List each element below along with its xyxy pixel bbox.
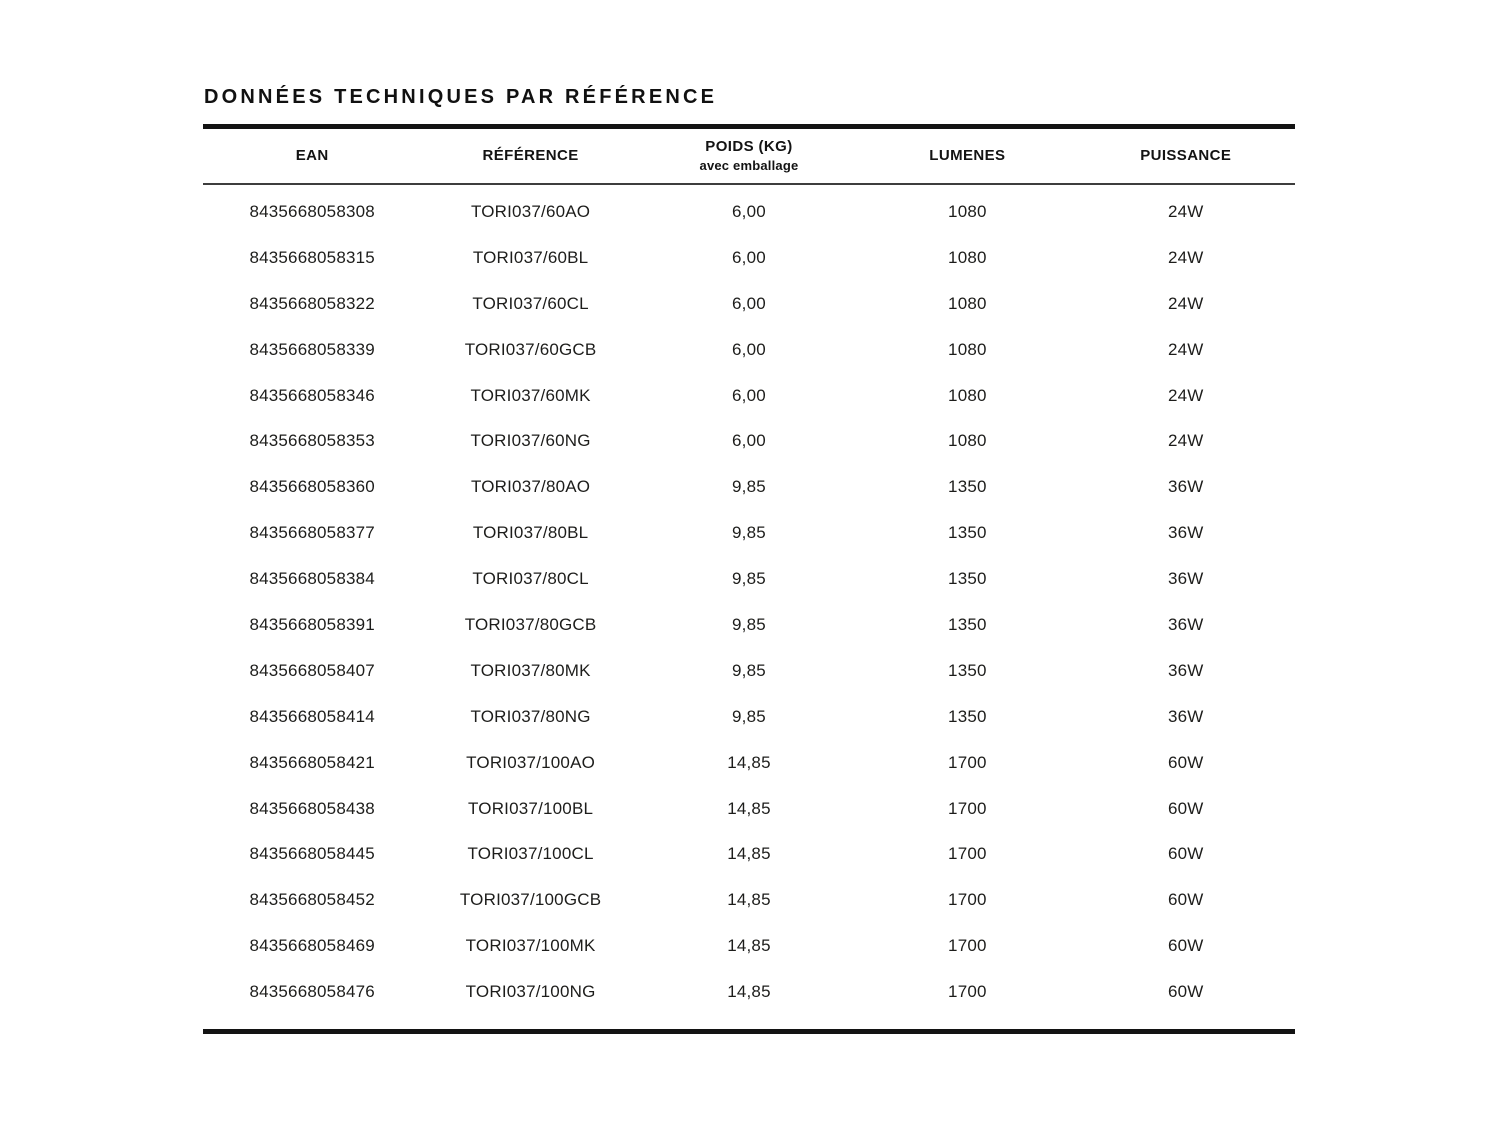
cell-reference: TORI037/60AO bbox=[470, 201, 591, 221]
cell-puissance: 24W bbox=[1167, 431, 1204, 451]
cell-poids: 14,85 bbox=[727, 798, 771, 818]
cell-ean: 8435668058445 bbox=[249, 844, 375, 864]
table-row bbox=[203, 831, 1295, 877]
cell-ean: 8435668058452 bbox=[249, 890, 375, 910]
cell-ean: 8435668058315 bbox=[249, 247, 375, 267]
cell-puissance: 60W bbox=[1167, 936, 1204, 956]
cell-puissance: 60W bbox=[1167, 752, 1204, 772]
cell-lumenes: 1080 bbox=[948, 431, 987, 451]
cell-ean: 8435668058346 bbox=[249, 385, 375, 405]
cell-reference: TORI037/100CL bbox=[467, 844, 594, 864]
cell-ean: 8435668058308 bbox=[249, 201, 375, 221]
cell-puissance: 60W bbox=[1167, 890, 1204, 910]
column-header-reference bbox=[421, 147, 639, 166]
table-row bbox=[203, 923, 1295, 969]
cell-ean: 8435668058414 bbox=[249, 706, 375, 726]
cell-reference: TORI037/60BL bbox=[472, 247, 589, 267]
cell-reference: TORI037/80AO bbox=[470, 477, 591, 497]
cell-lumenes: 1080 bbox=[948, 385, 987, 405]
table-row bbox=[203, 418, 1295, 464]
cell-reference: TORI037/60MK bbox=[470, 385, 591, 405]
column-header-lumenes-label: LUMENES bbox=[929, 146, 1006, 164]
table-row bbox=[203, 556, 1295, 602]
table-row bbox=[203, 235, 1295, 281]
cell-poids: 6,00 bbox=[732, 247, 766, 267]
cell-ean: 8435668058339 bbox=[249, 339, 375, 359]
cell-poids: 14,85 bbox=[727, 982, 771, 1002]
cell-poids: 9,85 bbox=[732, 706, 766, 726]
cell-ean: 8435668058407 bbox=[249, 660, 375, 680]
cell-reference: TORI037/100AO bbox=[466, 752, 596, 772]
cell-lumenes: 1080 bbox=[948, 339, 987, 359]
table-body bbox=[203, 185, 1295, 1029]
table-row bbox=[203, 969, 1295, 1015]
cell-reference: TORI037/100GCB bbox=[459, 890, 602, 910]
cell-lumenes: 1700 bbox=[948, 890, 987, 910]
cell-poids: 6,00 bbox=[732, 431, 766, 451]
table-header-row bbox=[203, 129, 1295, 185]
page-title: DONNÉES TECHNIQUES PAR RÉFÉRENCE bbox=[204, 86, 718, 108]
cell-ean: 8435668058377 bbox=[249, 523, 375, 543]
cell-puissance: 24W bbox=[1167, 247, 1204, 267]
column-header-poids-sublabel: avec emballage bbox=[699, 157, 799, 173]
table-row bbox=[203, 740, 1295, 786]
cell-lumenes: 1700 bbox=[948, 844, 987, 864]
cell-puissance: 36W bbox=[1167, 477, 1204, 497]
cell-lumenes: 1350 bbox=[948, 614, 987, 634]
column-header-poids bbox=[640, 138, 858, 174]
cell-ean: 8435668058469 bbox=[249, 936, 375, 956]
cell-poids: 6,00 bbox=[732, 339, 766, 359]
cell-ean: 8435668058391 bbox=[249, 614, 375, 634]
table-row bbox=[203, 786, 1295, 832]
cell-reference: TORI037/80GCB bbox=[464, 614, 597, 634]
table-row bbox=[203, 189, 1295, 235]
cell-puissance: 60W bbox=[1167, 798, 1204, 818]
cell-lumenes: 1700 bbox=[948, 936, 987, 956]
cell-puissance: 24W bbox=[1167, 339, 1204, 359]
table-row bbox=[203, 327, 1295, 373]
table-row bbox=[203, 373, 1295, 419]
cell-poids: 14,85 bbox=[727, 844, 771, 864]
cell-puissance: 60W bbox=[1167, 844, 1204, 864]
cell-poids: 9,85 bbox=[732, 523, 766, 543]
cell-puissance: 36W bbox=[1167, 660, 1204, 680]
table-row bbox=[203, 464, 1295, 510]
table-row bbox=[203, 510, 1295, 556]
cell-lumenes: 1080 bbox=[948, 293, 987, 313]
cell-reference: TORI037/60GCB bbox=[464, 339, 597, 359]
cell-ean: 8435668058353 bbox=[249, 431, 375, 451]
column-header-lumenes bbox=[858, 147, 1076, 166]
cell-poids: 6,00 bbox=[732, 293, 766, 313]
cell-poids: 6,00 bbox=[732, 385, 766, 405]
cell-poids: 14,85 bbox=[727, 890, 771, 910]
column-header-ean-label: EAN bbox=[295, 146, 329, 164]
table-row bbox=[203, 694, 1295, 740]
cell-puissance: 24W bbox=[1167, 201, 1204, 221]
cell-ean: 8435668058421 bbox=[249, 752, 375, 772]
cell-poids: 9,85 bbox=[732, 569, 766, 589]
cell-puissance: 36W bbox=[1167, 569, 1204, 589]
cell-reference: TORI037/80NG bbox=[470, 706, 591, 726]
cell-ean: 8435668058476 bbox=[249, 982, 375, 1002]
table-row bbox=[203, 648, 1295, 694]
cell-puissance: 36W bbox=[1167, 523, 1204, 543]
cell-lumenes: 1350 bbox=[948, 569, 987, 589]
table-row bbox=[203, 602, 1295, 648]
table-row bbox=[203, 281, 1295, 327]
cell-puissance: 36W bbox=[1167, 614, 1204, 634]
cell-reference: TORI037/80BL bbox=[472, 523, 589, 543]
table-row bbox=[203, 877, 1295, 923]
cell-reference: TORI037/60CL bbox=[472, 293, 589, 313]
cell-puissance: 24W bbox=[1167, 293, 1204, 313]
cell-puissance: 36W bbox=[1167, 706, 1204, 726]
cell-poids: 14,85 bbox=[727, 936, 771, 956]
column-header-reference-label: RÉFÉRENCE bbox=[482, 146, 579, 164]
cell-puissance: 24W bbox=[1167, 385, 1204, 405]
technical-data-table bbox=[203, 124, 1295, 1034]
cell-poids: 9,85 bbox=[732, 477, 766, 497]
cell-lumenes: 1350 bbox=[948, 660, 987, 680]
cell-lumenes: 1700 bbox=[948, 982, 987, 1002]
cell-poids: 9,85 bbox=[732, 660, 766, 680]
cell-reference: TORI037/80CL bbox=[472, 569, 589, 589]
cell-lumenes: 1350 bbox=[948, 706, 987, 726]
cell-lumenes: 1350 bbox=[948, 477, 987, 497]
cell-reference: TORI037/60NG bbox=[470, 431, 591, 451]
column-header-puissance-label: PUISSANCE bbox=[1140, 146, 1232, 164]
cell-reference: TORI037/80MK bbox=[470, 660, 591, 680]
cell-reference: TORI037/100MK bbox=[465, 936, 596, 956]
cell-lumenes: 1080 bbox=[948, 201, 987, 221]
cell-lumenes: 1700 bbox=[948, 752, 987, 772]
cell-reference: TORI037/100NG bbox=[465, 982, 596, 1002]
column-header-poids-label: POIDS (KG) bbox=[705, 138, 793, 155]
column-header-puissance bbox=[1077, 147, 1295, 166]
cell-ean: 8435668058360 bbox=[249, 477, 375, 497]
cell-puissance: 60W bbox=[1167, 982, 1204, 1002]
cell-ean: 8435668058384 bbox=[249, 569, 375, 589]
cell-lumenes: 1080 bbox=[948, 247, 987, 267]
cell-lumenes: 1700 bbox=[948, 798, 987, 818]
cell-ean: 8435668058438 bbox=[249, 798, 375, 818]
cell-poids: 14,85 bbox=[727, 752, 771, 772]
cell-poids: 9,85 bbox=[732, 614, 766, 634]
cell-lumenes: 1350 bbox=[948, 523, 987, 543]
column-header-ean bbox=[203, 147, 421, 166]
cell-ean: 8435668058322 bbox=[249, 293, 375, 313]
cell-reference: TORI037/100BL bbox=[468, 798, 594, 818]
cell-poids: 6,00 bbox=[732, 201, 766, 221]
